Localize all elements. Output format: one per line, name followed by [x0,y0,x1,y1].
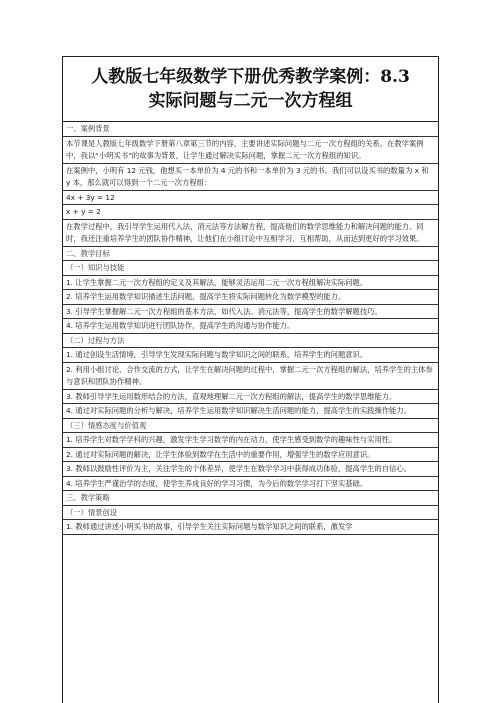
paragraph-row: 2. 利用小组讨论、合作交流的方式，让学生在解决问题的过程中，掌握二元一次方程组的解法，培养学生的主体参与意识和团队协作精神。 [63,363,438,390]
paragraph-row: 1. 教师通过讲述小明买书的故事，引导学生关注实际问题与数学知识之间的联系，激发学 [63,520,438,535]
document-title [63,57,438,122]
paragraph-row: 2. 培养学生运用数学知识描述生活问题，提高学生将实际问题转化为数学模型的能力。 [63,290,438,305]
paragraph-row: 本节课是人教版七年级数学下册第八章第三节的内容，主要讲述实际问题与二元一次方程组的关系。在教学案例中，我以“小明买书”的故事为背景，让学生通过解决实际问题，掌握二元一次方程组的知识。 [63,137,438,164]
paragraph-row: 1. 培养学生对数学学科的兴趣，激发学生学习数学的内在动力，使学生感受到数学的趣味性与实用性。 [63,433,438,448]
section-heading: （二）过程与方法 [63,334,438,349]
title-line-2: 实际问题与二元一次方程组 [148,91,353,111]
paragraph-row: 4. 通过对实际问题的分析与解决，培养学生运用数学知识解决生活问题的能力，提高学生的实践操作能力。 [63,404,438,419]
paragraph-row: 1. 通过创设生活情境，引导学生发现实际问题与数学知识之间的联系，培养学生的问题意识。 [63,348,438,363]
section-heading: 一、案例背景 [63,122,438,137]
paragraph-row: 3. 教师以鼓励性评价为主，关注学生的个体差异，使学生在数学学习中获得成功体验，提高学生的自信心。 [63,462,438,477]
paragraph-row: x + y = 2 [63,205,438,220]
paragraph-row: 3. 教师引导学生运用数形结合的方法，直观地理解二元一次方程组的解法，提高学生的数学思维能力。 [63,390,438,405]
section-heading: （一）情景创设 [63,506,438,521]
section-heading: （一）知识与技能 [63,261,438,276]
document-table [62,56,439,703]
paragraph-row: 4. 培养学生严谨治学的态度，使学生养成良好的学习习惯，为今后的数学学习打下坚实基础。 [63,477,438,492]
title-line-1: 人教版七年级数学下册优秀教学案例：8.3 [91,67,410,87]
paragraph-row: 4x + 3y = 12 [63,191,438,206]
paragraph-row: 1. 让学生掌握二元一次方程组的定义及其解法，能够灵活运用二元一次方程组解决实际问题。 [63,276,438,291]
section-heading: 三、教学策略 [63,491,438,506]
content-rows [63,122,438,535]
paragraph-row: 在教学过程中，我引导学生运用代入法、消元法等方法解方程，提高他们的数学思维能力和解决问题的能力。同时，我还注重培养学生的团队协作精神，让他们在小组讨论中互相学习、互相帮助，从而达到更好的学习效果。 [63,220,438,247]
paragraph-row: 3. 引导学生掌握解二元一次方程组的基本方法，如代入法、消元法等，提高学生的数学解题技巧。 [63,305,438,320]
section-heading: （三）情感态度与价值观 [63,419,438,434]
section-heading: 二、教学目标 [63,247,438,262]
paragraph-row: 在案例中，小明有 12 元钱，他想买一本单价为 4 元的书和一本单价为 3 元的书。我们可以设买书的数量为 x 和 y 本，那么就可以得到一个二元一次方程组： [63,164,438,191]
paragraph-row: 4. 培养学生运用数学知识进行团队协作，提高学生的沟通与协作能力。 [63,319,438,334]
paragraph-row: 2. 通过对实际问题的解决，让学生体验到数学在生活中的重要作用，增强学生的数学应用意识。 [63,448,438,463]
